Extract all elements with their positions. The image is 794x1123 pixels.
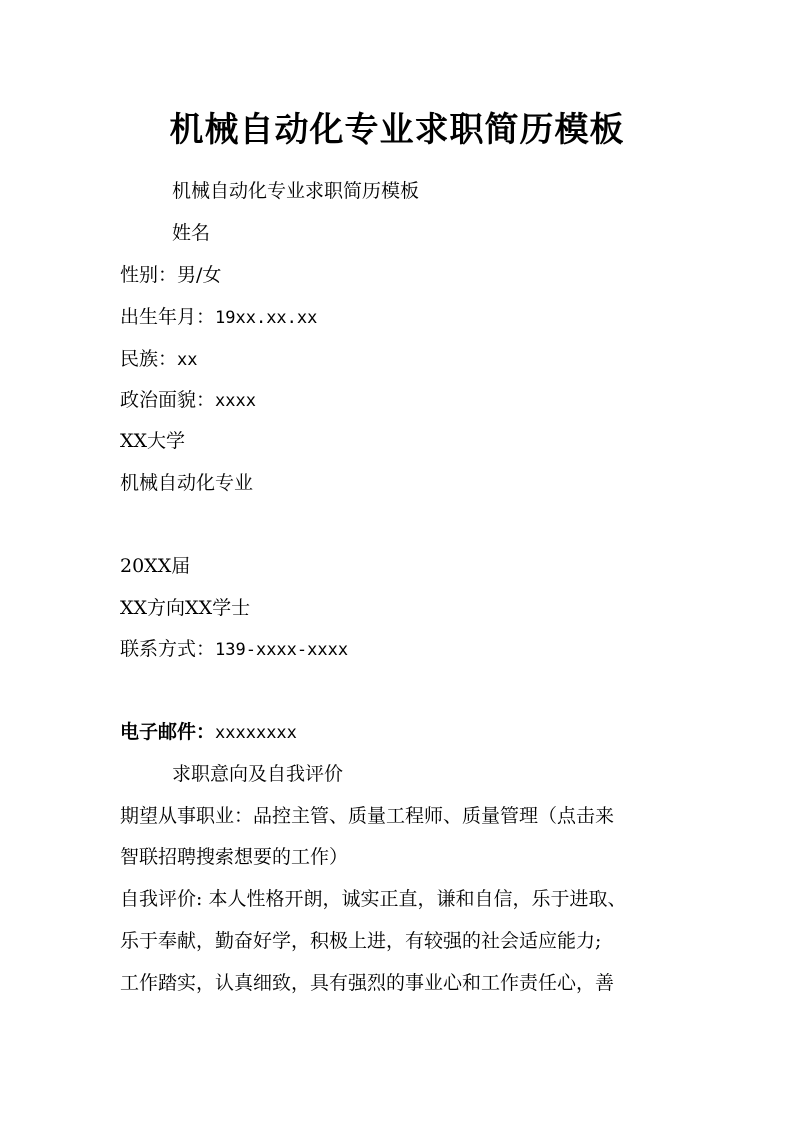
political-line bbox=[120, 387, 256, 414]
self-eval-line-1: 自我评价: 本人性格开朗，诚实正直，谦和自信，乐于进取、 bbox=[120, 888, 627, 910]
name-label: 姓名 bbox=[172, 222, 211, 244]
phone-value: 139-xxxx-xxxx bbox=[215, 640, 349, 660]
section-heading: 求职意向及自我评价 bbox=[172, 763, 344, 785]
ethnicity-line bbox=[120, 346, 198, 373]
graduation-line: 20XX届 bbox=[120, 555, 191, 577]
self-eval-line-2: 乐于奉献，勤奋好学，积极上进，有较强的社会适应能力; bbox=[120, 930, 602, 952]
document-title: 机械自动化专业求职简历模板 bbox=[169, 110, 625, 150]
email-line bbox=[120, 719, 297, 746]
gender-value: 男/女 bbox=[177, 264, 222, 286]
job-intent-line-1: 期望从事职业：品控主管、质量工程师、质量管理（点击来 bbox=[120, 805, 615, 827]
political-value: xxxx bbox=[215, 391, 256, 411]
self-eval-line-3: 工作踏实，认真细致，具有强烈的事业心和工作责任心，善 bbox=[120, 972, 615, 994]
birth-value: 19xx.xx.xx bbox=[215, 308, 318, 328]
university-line: XX大学 bbox=[120, 430, 186, 452]
political-label: 政治面貌： bbox=[120, 389, 216, 411]
email-label: 电子邮件： bbox=[120, 721, 216, 743]
major-line: 机械自动化专业 bbox=[120, 472, 254, 494]
gender-label: 性别： bbox=[120, 264, 178, 286]
ethnicity-label: 民族： bbox=[120, 348, 178, 370]
resume-subtitle: 机械自动化专业求职简历模板 bbox=[172, 180, 420, 202]
job-intent-line-2: 智联招聘搜索想要的工作） bbox=[120, 846, 349, 868]
birth-label: 出生年月： bbox=[120, 306, 216, 328]
ethnicity-value: xx bbox=[177, 350, 198, 370]
birth-line bbox=[120, 304, 317, 331]
phone-line bbox=[120, 636, 348, 663]
email-value: xxxxxxxx bbox=[215, 723, 297, 743]
phone-label: 联系方式： bbox=[120, 638, 216, 660]
gender-line bbox=[120, 262, 221, 288]
degree-line: XX方向XX学士 bbox=[120, 597, 251, 619]
